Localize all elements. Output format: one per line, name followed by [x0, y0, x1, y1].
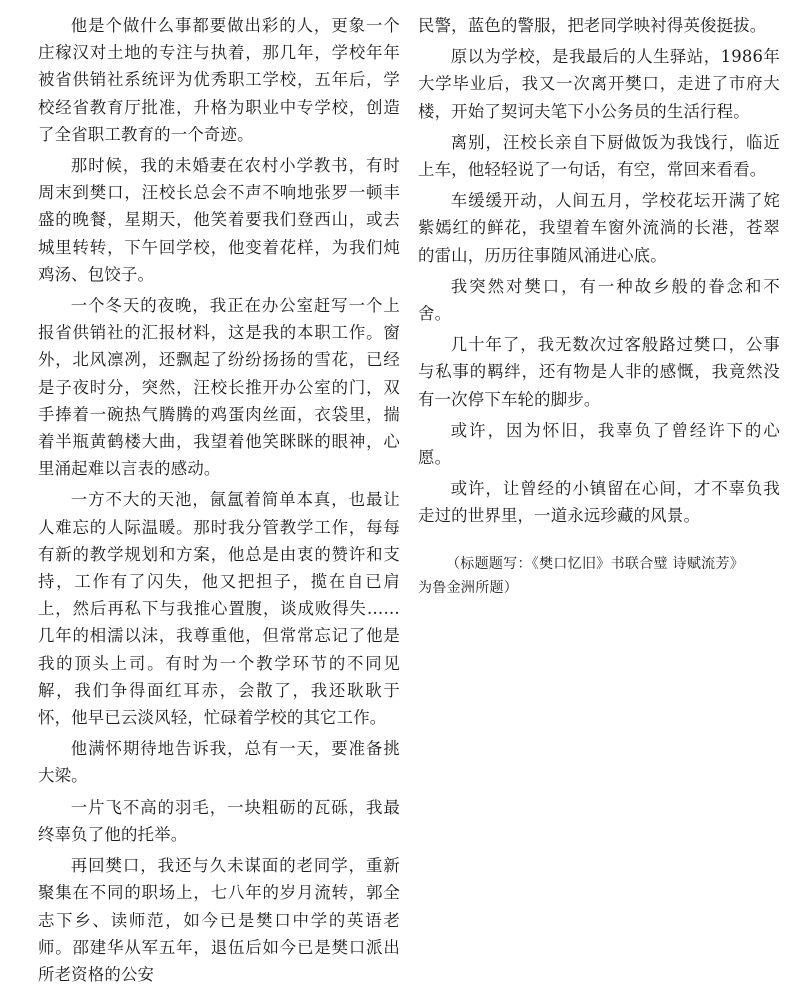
left-paragraph-4: 一方不大的天池，氤氲着简单本真，也最让人难忘的人际温暖。那时我分管教学工作，每每有新的教学规划和方案，他总是由衷的赞许和支持，工作有了闪失，他又把担子，揽在自已肩上，然后再私下与我推心置腹，谈成败得失……几年的相濡以沫，我尊重他，但常常忘记了他是我的顶头上司。有时为一个教学环节的不同见解，我们争得面红耳赤，会散了，我还耿耿于怀，他早已云淡风轻，忙碌着学校的其它工作。 [38, 490, 400, 728]
title-credit-caption [418, 552, 780, 600]
right-paragraph-6: 或许，因为怀旧，我辜负了曾经许下的心愿。 [418, 420, 780, 468]
right-paragraph-1: 原以为学校，是我最后的人生驿站，1986年大学毕业后，我又一次离开樊口，走进了市府大楼，开始了契诃夫笔下小公务员的生活行程。 [418, 47, 780, 121]
right-paragraph-5: 几十年了，我无数次过客般路过樊口，公事与私事的羁绊，还有物是人非的感慨，我竟然没有一次停下车轮的脚步。 [418, 335, 780, 409]
right-paragraph-2: 离别，汪校长亲自下厨做饭为我饯行，临近上车，他轻轻说了一句话，有空，常回来看看。 [418, 132, 780, 180]
right-paragraph-7: 或许，让曾经的小镇留在心间，才不辜负我走过的世界里，一道永远珍藏的风景。 [418, 479, 780, 526]
left-paragraph-7: 再回樊口，我还与久未谋面的老同学，重新聚集在不同的职场上，七八年的岁月流转，郭全志下乡、读师范，如今已是樊口中学的英语老师。邵建华从军五年，退伍后如今已是樊口派出所老资格的公安 [38, 856, 400, 984]
right-paragraph-3: 车缓缓开动，人间五月，学校花坛开满了姹紫嫣红的鲜花，我望着车窗外流淌的长港，苍翠的雷山，历历往事随风涌进心底。 [418, 191, 780, 265]
right-continuation: 民警，蓝色的警服，把老同学映衬得英俊挺拔。 [418, 16, 767, 35]
left-paragraph-5: 他满怀期待地告诉我，总有一天，要准备挑大梁。 [38, 739, 400, 786]
left-paragraph-2: 那时候，我的未婚妻在农村小学教书，有时周末到樊口，汪校长总会不声不响地张罗一顿丰盛的晚餐，星期天，他笑着要我们登西山，或去城里转转，下午回学校，他变着花样，为我们炖鸡汤、包饺子。 [38, 156, 400, 284]
right-paragraph-4: 我突然对樊口，有一种故乡般的眷念和不舍。 [418, 276, 780, 324]
caption-line-1: （标题题写：《樊口忆旧》书联合璧 诗赋流芳》 [446, 555, 745, 572]
caption-line-2: 为鲁金洲所题） [418, 579, 519, 596]
left-column [38, 12, 400, 988]
right-column [418, 12, 780, 600]
left-paragraph-6: 一片飞不高的羽毛，一块粗砺的瓦砾，我最终辜负了他的托举。 [38, 797, 400, 844]
left-paragraph-3: 一个冬天的夜晚，我正在办公室赶写一个上报省供销社的汇报材料，这是我的本职工作。窗外，北风凛冽，还飘起了纷纷扬扬的雪花，已经是子夜时分，突然，汪校长推开办公室的门，双手捧着一碗热气腾腾的鸡蛋肉丝面，衣袋里，揣着半瓶黄鹤楼大曲，我望着他笑眯眯的眼神，心里涌起难以言表的感动。 [38, 296, 400, 479]
left-paragraph-1: 他是个做什么事都要做出彩的人，更象一个庄稼汉对土地的专注与执着，那几年，学校年年被省供销社系统评为优秀职工学校，五年后，学校经省教育厅批准，升格为职业中专学校，创造了全省职工教育的一个奇迹。 [38, 16, 400, 144]
